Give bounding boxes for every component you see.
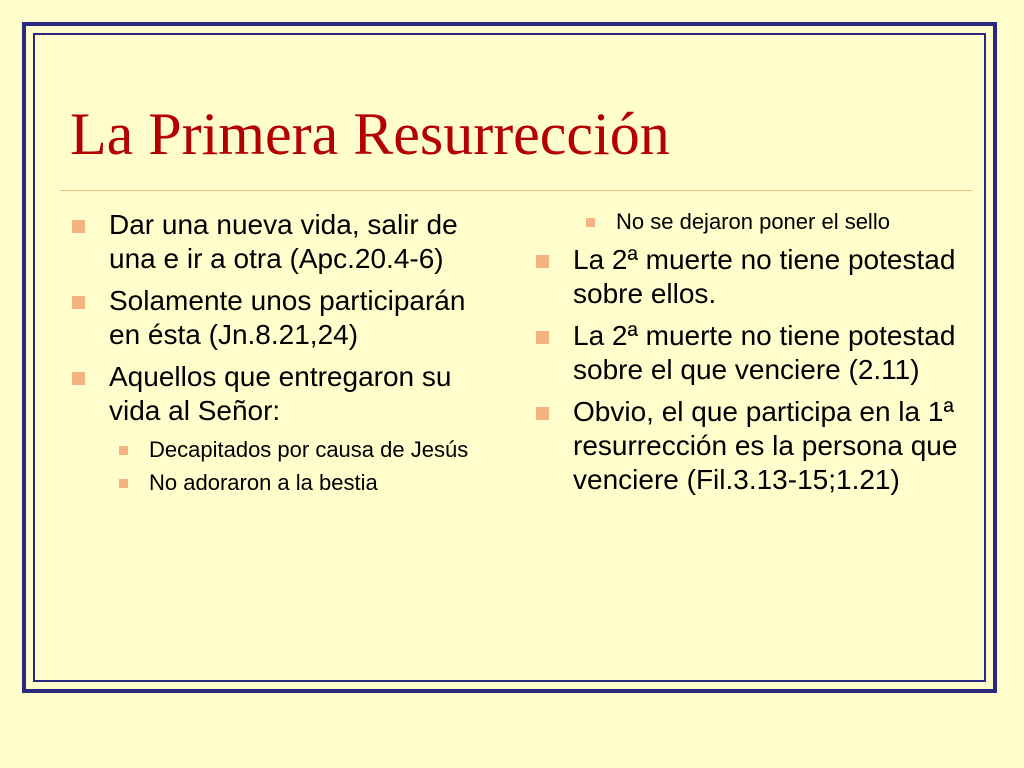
right-sub-bullet-list	[586, 208, 966, 235]
list-item	[536, 319, 966, 387]
title-divider	[60, 190, 972, 191]
list-item	[72, 208, 492, 276]
list-item	[72, 360, 492, 428]
left-column	[72, 208, 492, 502]
square-bullet-icon	[536, 407, 549, 420]
square-bullet-icon	[119, 446, 128, 455]
left-bullet-list	[72, 208, 492, 428]
list-item	[536, 243, 966, 311]
sub-list-item-text: No adoraron a la bestia	[149, 470, 378, 495]
sub-list-item	[119, 436, 492, 463]
list-item-text: Aquellos que entregaron su vida al Señor:	[109, 361, 452, 426]
square-bullet-icon	[536, 331, 549, 344]
list-item	[72, 284, 492, 352]
list-item-text: Dar una nueva vida, salir de una e ir a otra (Apc.20.4-6)	[109, 209, 458, 274]
sub-list-item-text: No se dejaron poner el sello	[616, 209, 890, 234]
square-bullet-icon	[119, 479, 128, 488]
square-bullet-icon	[72, 296, 85, 309]
square-bullet-icon	[536, 255, 549, 268]
sub-list-item	[119, 469, 492, 496]
list-item-text: Obvio, el que participa en la 1ª resurrección es la persona que venciere (Fil.3.13-15;1.21)	[573, 396, 958, 495]
right-bullet-list	[536, 243, 966, 497]
slide-title: La Primera Resurrección	[70, 101, 670, 167]
list-item	[536, 395, 966, 497]
list-item-text: La 2ª muerte no tiene potestad sobre ellos.	[573, 244, 956, 309]
left-sub-bullet-list	[119, 436, 492, 496]
square-bullet-icon	[72, 220, 85, 233]
list-item-text: La 2ª muerte no tiene potestad sobre el que venciere (2.11)	[573, 320, 956, 385]
square-bullet-icon	[72, 372, 85, 385]
sub-list-item-text: Decapitados por causa de Jesús	[149, 437, 469, 462]
list-item-text: Solamente unos participarán en ésta (Jn.8.21,24)	[109, 285, 466, 350]
right-column	[536, 208, 966, 505]
sub-list-item	[586, 208, 966, 235]
square-bullet-icon	[586, 218, 595, 227]
